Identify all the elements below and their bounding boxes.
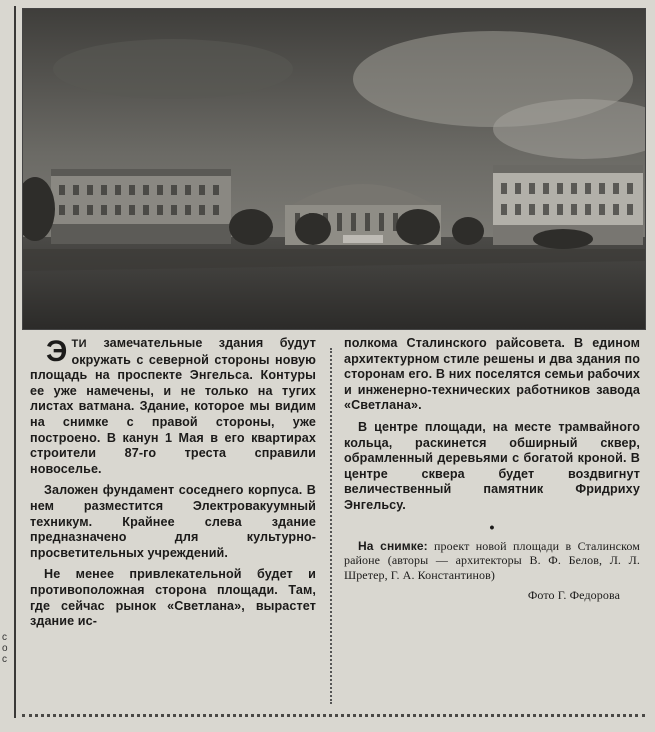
paragraph-text: замечательные здания будут окружать с северной стороны новую площадь на проспекте Энгельса. Контуры ее уже намечены, и не только на тугих листах ватмана. Здание, которое мы видим на снимке с правой стороны, уже построено. В канун 1 Мая в его квартирах строители 87-го треста справили новоселье.	[30, 336, 316, 476]
article-paragraph: полкома Сталинского райсовета. В едином архитектурном стиле решены и два здания по сторонам его. В них поселятся семьи рабочих и инженерно-технических работников завода «Светлана».	[344, 336, 640, 413]
article-column-right	[344, 336, 640, 603]
column-divider	[330, 348, 332, 704]
lead-word-rest: ТИ	[71, 338, 88, 350]
article-paragraph	[30, 336, 316, 477]
bottom-dotted-rule	[22, 714, 645, 717]
article-paragraph: Заложен фундамент соседнего корпуса. В нем разместится Электровакуумный техникум. Крайнее слева здание предназначено для культурно-просветительных учреждений.	[30, 483, 316, 560]
caption-label: На снимке:	[358, 539, 428, 554]
photo-caption	[344, 539, 640, 582]
drop-cap: Э	[46, 335, 68, 368]
margin-marks: с о с	[2, 632, 8, 665]
left-building	[51, 169, 231, 244]
square-rendering-illustration	[23, 9, 645, 329]
article-paragraph: В центре площади, на месте трамвайного кольца, раскинется обширный сквер, обрамленный деревьями с богатой кроной. В центре сквера будет воздвигнут величественный памятник Фридриху Энгельсу.	[344, 419, 640, 512]
photo-credit: Фото Г. Федорова	[527, 587, 620, 602]
caption-text: проект новой площади в Сталинском районе (авторы — архитекторы В. Ф. Белов, Л. Л. Шретер, Г. А. Константинов)	[344, 539, 640, 582]
article-column-left	[30, 336, 316, 636]
article-frame	[22, 8, 644, 712]
left-column-rule	[14, 6, 16, 718]
article-paragraph: Не менее привлекательной будет и противоположная сторона площади. Там, где сейчас рынок «Светлана», вырастет здание ис-	[30, 567, 316, 629]
section-bullet: •	[489, 518, 495, 535]
architectural-rendering-photo	[22, 8, 646, 330]
